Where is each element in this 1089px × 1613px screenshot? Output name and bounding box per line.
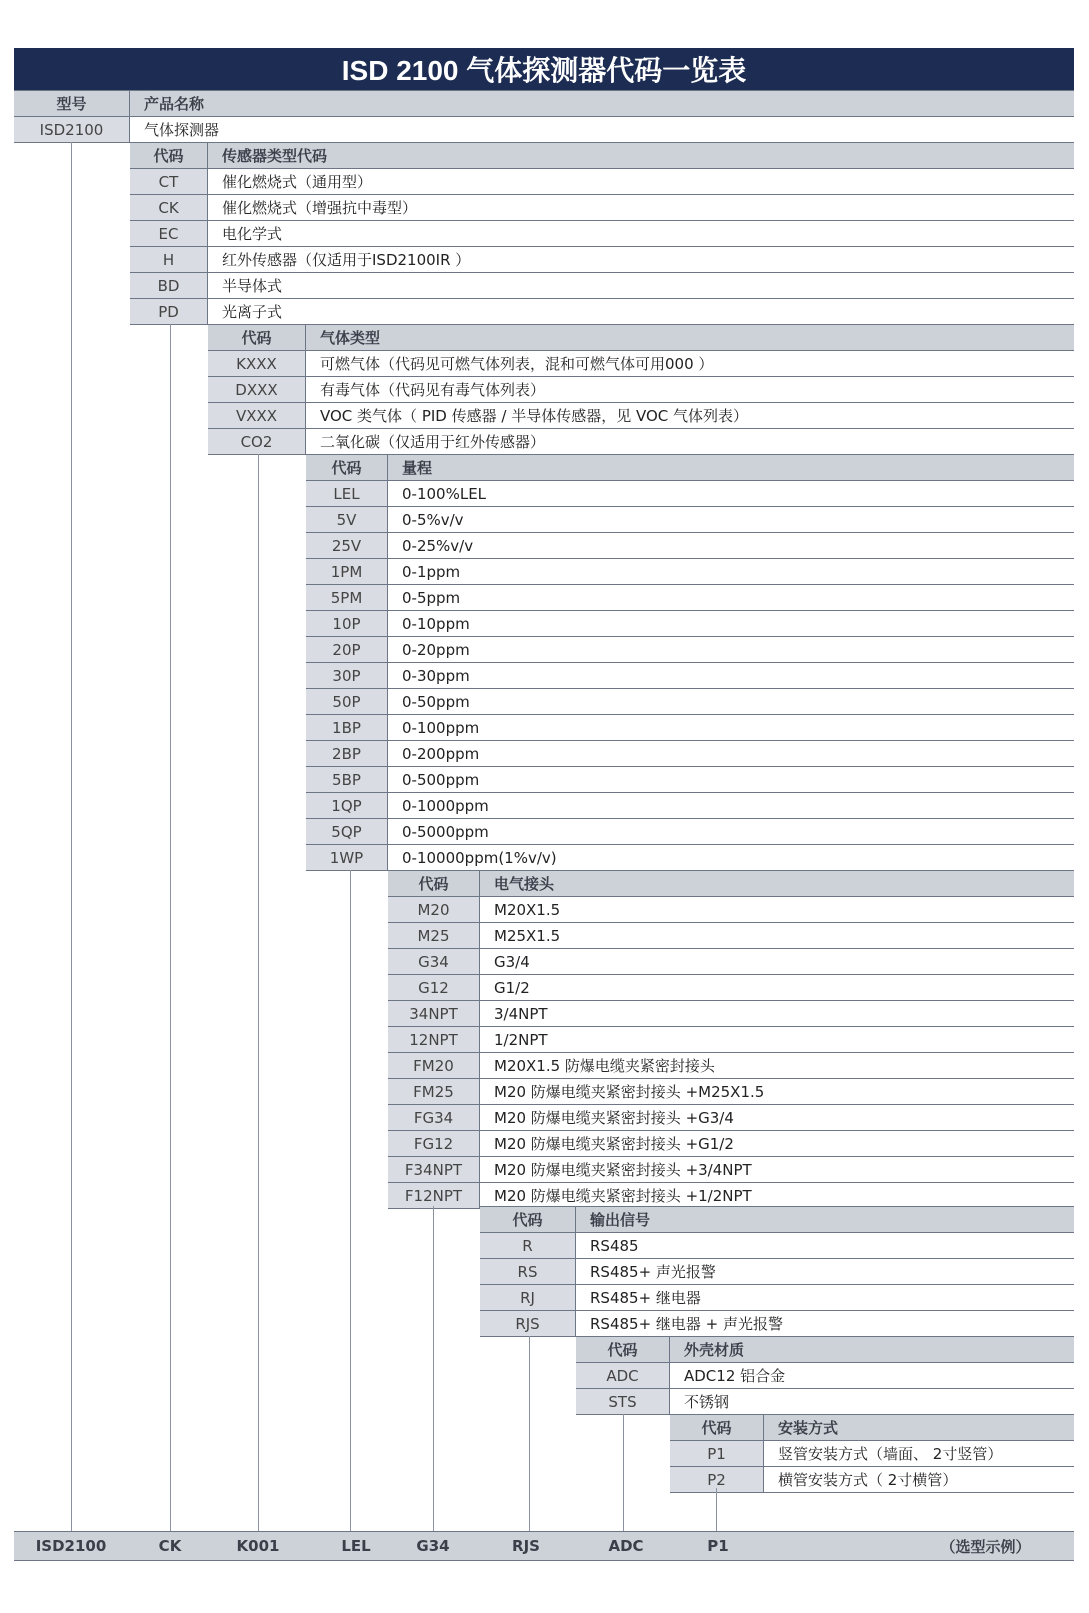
description-cell: RS485 (576, 1233, 1074, 1258)
connector-table-row (388, 1026, 1074, 1053)
range-table-row (306, 610, 1074, 637)
code-cell: F12NPT (388, 1183, 480, 1208)
code-cell: G12 (388, 975, 480, 1000)
description-cell: 催化燃烧式（增强抗中毒型） (208, 195, 1074, 220)
code-cell: R (480, 1233, 576, 1258)
code-cell: BD (130, 273, 208, 298)
column-header-name: 输出信号 (576, 1207, 1074, 1232)
code-cell: STS (576, 1389, 670, 1414)
column-header-code: 代码 (480, 1207, 576, 1232)
column-header-code: 代码 (388, 871, 480, 896)
code-cell: 5V (306, 507, 388, 532)
column-header-code: 代码 (306, 455, 388, 480)
connector-line (258, 454, 259, 1531)
range-table-row (306, 480, 1074, 507)
example-label: （选型示例） (940, 1537, 1031, 1556)
description-cell: M20 防爆电缆夹紧密封接头 +M25X1.5 (480, 1079, 1074, 1104)
page-title: ISD 2100 气体探测器代码一览表 (14, 48, 1074, 90)
description-cell: RS485+ 继电器 (576, 1285, 1074, 1310)
output-table-row (480, 1310, 1074, 1337)
description-cell: G1/2 (480, 975, 1074, 1000)
mounting-table-header (670, 1414, 1074, 1441)
connector-table-row (388, 922, 1074, 949)
description-cell: M20 防爆电缆夹紧密封接头 +1/2NPT (480, 1183, 1074, 1208)
code-cell: 5BP (306, 767, 388, 792)
code-cell: DXXX (208, 377, 306, 402)
description-cell: M20X1.5 (480, 897, 1074, 922)
description-cell: VOC 类气体（ PID 传感器 / 半导体传感器，见 VOC 气体列表） (306, 403, 1074, 428)
description-cell: 红外传感器（仅适用于ISD2100IR ） (208, 247, 1074, 272)
model-table-header (14, 90, 1074, 117)
description-cell: 0-500ppm (388, 767, 1074, 792)
description-cell: 竖管安装方式（墙面、 2寸竖管） (764, 1441, 1074, 1466)
sensor-table-row (130, 168, 1074, 195)
example-code: ADC (608, 1537, 644, 1555)
description-cell: 0-25%v/v (388, 533, 1074, 558)
code-cell: H (130, 247, 208, 272)
sensor-table-row (130, 246, 1074, 273)
example-code: CK (158, 1537, 182, 1555)
sensor-table-header (130, 142, 1074, 169)
description-cell: M20 防爆电缆夹紧密封接头 +G3/4 (480, 1105, 1074, 1130)
output-table-row (480, 1284, 1074, 1311)
description-cell: 0-5ppm (388, 585, 1074, 610)
connector-table-row (388, 1078, 1074, 1105)
connector-line (529, 1336, 530, 1531)
range-table-row (306, 584, 1074, 611)
description-cell: 0-100ppm (388, 715, 1074, 740)
code-cell: FG34 (388, 1105, 480, 1130)
description-cell: 有毒气体（代码见有毒气体列表） (306, 377, 1074, 402)
example-code: RJS (512, 1537, 540, 1555)
code-cell: 30P (306, 663, 388, 688)
range-table-row (306, 558, 1074, 585)
gas-table-header (208, 324, 1074, 351)
description-cell: G3/4 (480, 949, 1074, 974)
housing-table-row (576, 1388, 1074, 1415)
connector-line (716, 1488, 717, 1531)
description-cell: 3/4NPT (480, 1001, 1074, 1026)
code-cell: FG12 (388, 1131, 480, 1156)
mounting-table-row (670, 1440, 1074, 1467)
column-header-name: 安装方式 (764, 1415, 1074, 1440)
range-table-row (306, 532, 1074, 559)
housing-table-row (576, 1362, 1074, 1389)
description-cell: M20X1.5 防爆电缆夹紧密封接头 (480, 1053, 1074, 1078)
connector-table-row (388, 1156, 1074, 1183)
example-code: G34 (416, 1537, 450, 1555)
code-cell: 12NPT (388, 1027, 480, 1052)
output-table-header (480, 1206, 1074, 1233)
code-cell: ISD2100 (14, 117, 130, 142)
connector-table-row (388, 1052, 1074, 1079)
code-cell: LEL (306, 481, 388, 506)
output-table-row (480, 1258, 1074, 1285)
description-cell: 不锈钢 (670, 1389, 1074, 1414)
output-table-row (480, 1232, 1074, 1259)
connector-line (623, 1414, 624, 1531)
code-cell: M25 (388, 923, 480, 948)
range-table-row (306, 766, 1074, 793)
column-header-name: 量程 (388, 455, 1074, 480)
connector-line (170, 324, 171, 1531)
code-cell: 25V (306, 533, 388, 558)
code-cell: 10P (306, 611, 388, 636)
sensor-table-row (130, 220, 1074, 247)
example-code: LEL (341, 1537, 371, 1555)
housing-table-header (576, 1336, 1074, 1363)
connector-table-row (388, 896, 1074, 923)
code-cell: KXXX (208, 351, 306, 376)
description-cell: 二氧化碳（仅适用于红外传感器） (306, 429, 1074, 454)
code-cell: F34NPT (388, 1157, 480, 1182)
description-cell: RS485+ 声光报警 (576, 1259, 1074, 1284)
gas-table-row (208, 402, 1074, 429)
code-cell: RJS (480, 1311, 576, 1336)
column-header-code: 代码 (130, 143, 208, 168)
column-header-name: 气体类型 (306, 325, 1074, 350)
description-cell: 0-5%v/v (388, 507, 1074, 532)
code-cell: FM25 (388, 1079, 480, 1104)
code-cell: 50P (306, 689, 388, 714)
description-cell: 可燃气体（代码见可燃气体列表，混和可燃气体可用000 ） (306, 351, 1074, 376)
connector-table-row (388, 1182, 1074, 1209)
code-cell: CO2 (208, 429, 306, 454)
range-table-row (306, 662, 1074, 689)
code-cell: 1QP (306, 793, 388, 818)
sensor-table-row (130, 298, 1074, 325)
column-header-name: 外壳材质 (670, 1337, 1074, 1362)
sensor-table-row (130, 272, 1074, 299)
code-cell: 1BP (306, 715, 388, 740)
code-cell: 1WP (306, 845, 388, 870)
code-cell: G34 (388, 949, 480, 974)
code-cell: P1 (670, 1441, 764, 1466)
code-cell: 5QP (306, 819, 388, 844)
description-cell: M20 防爆电缆夹紧密封接头 +3/4NPT (480, 1157, 1074, 1182)
range-table-row (306, 636, 1074, 663)
description-cell: 0-100%LEL (388, 481, 1074, 506)
connector-table-row (388, 1130, 1074, 1157)
connector-table-row (388, 1000, 1074, 1027)
code-cell: 2BP (306, 741, 388, 766)
code-cell: RS (480, 1259, 576, 1284)
column-header-name: 电气接头 (480, 871, 1074, 896)
description-cell: 0-1000ppm (388, 793, 1074, 818)
column-header-name: 产品名称 (130, 91, 1074, 116)
connector-table-row (388, 974, 1074, 1001)
description-cell: ADC12 铝合金 (670, 1363, 1074, 1388)
range-table-row (306, 714, 1074, 741)
mounting-table-row (670, 1466, 1074, 1493)
connector-line (350, 870, 351, 1531)
description-cell: 横管安装方式（ 2寸横管） (764, 1467, 1074, 1492)
connector-line (433, 1206, 434, 1531)
description-cell: 光离子式 (208, 299, 1074, 324)
code-cell: CT (130, 169, 208, 194)
description-cell: 1/2NPT (480, 1027, 1074, 1052)
connector-table-row (388, 1104, 1074, 1131)
description-cell: 半导体式 (208, 273, 1074, 298)
selection-example-bar (14, 1531, 1074, 1561)
description-cell: 0-20ppm (388, 637, 1074, 662)
description-cell: 0-1ppm (388, 559, 1074, 584)
example-code: P1 (707, 1537, 729, 1555)
description-cell: 0-5000ppm (388, 819, 1074, 844)
description-cell: M25X1.5 (480, 923, 1074, 948)
range-table-row (306, 792, 1074, 819)
range-table-row (306, 506, 1074, 533)
description-cell: 气体探测器 (130, 117, 1074, 142)
code-cell: ADC (576, 1363, 670, 1388)
description-cell: 催化燃烧式（通用型） (208, 169, 1074, 194)
description-cell: RS485+ 继电器 + 声光报警 (576, 1311, 1074, 1336)
description-cell: 0-30ppm (388, 663, 1074, 688)
code-cell: 5PM (306, 585, 388, 610)
column-header-code: 代码 (208, 325, 306, 350)
connector-line (71, 142, 72, 1531)
range-table-row (306, 818, 1074, 845)
description-cell: 0-200ppm (388, 741, 1074, 766)
gas-table-row (208, 428, 1074, 455)
code-cell: VXXX (208, 403, 306, 428)
column-header-code: 代码 (670, 1415, 764, 1440)
range-table-row (306, 740, 1074, 767)
code-cell: PD (130, 299, 208, 324)
column-header-code: 代码 (576, 1337, 670, 1362)
code-cell: FM20 (388, 1053, 480, 1078)
example-code: ISD2100 (35, 1537, 107, 1555)
code-cell: RJ (480, 1285, 576, 1310)
example-code: K001 (236, 1537, 280, 1555)
code-cell: 34NPT (388, 1001, 480, 1026)
column-header-name: 传感器类型代码 (208, 143, 1074, 168)
description-cell: 0-50ppm (388, 689, 1074, 714)
code-cell: 1PM (306, 559, 388, 584)
description-cell: 0-10ppm (388, 611, 1074, 636)
range-table-header (306, 454, 1074, 481)
connector-table-row (388, 948, 1074, 975)
description-cell: 电化学式 (208, 221, 1074, 246)
code-cell: CK (130, 195, 208, 220)
model-table-row (14, 116, 1074, 143)
code-cell: M20 (388, 897, 480, 922)
column-header-code: 型号 (14, 91, 130, 116)
description-cell: 0-10000ppm(1%v/v) (388, 845, 1074, 870)
range-table-row (306, 688, 1074, 715)
code-cell: P2 (670, 1467, 764, 1492)
code-cell: 20P (306, 637, 388, 662)
connector-table-header (388, 870, 1074, 897)
sensor-table-row (130, 194, 1074, 221)
code-cell: EC (130, 221, 208, 246)
description-cell: M20 防爆电缆夹紧密封接头 +G1/2 (480, 1131, 1074, 1156)
range-table-row (306, 844, 1074, 871)
gas-table-row (208, 350, 1074, 377)
gas-table-row (208, 376, 1074, 403)
